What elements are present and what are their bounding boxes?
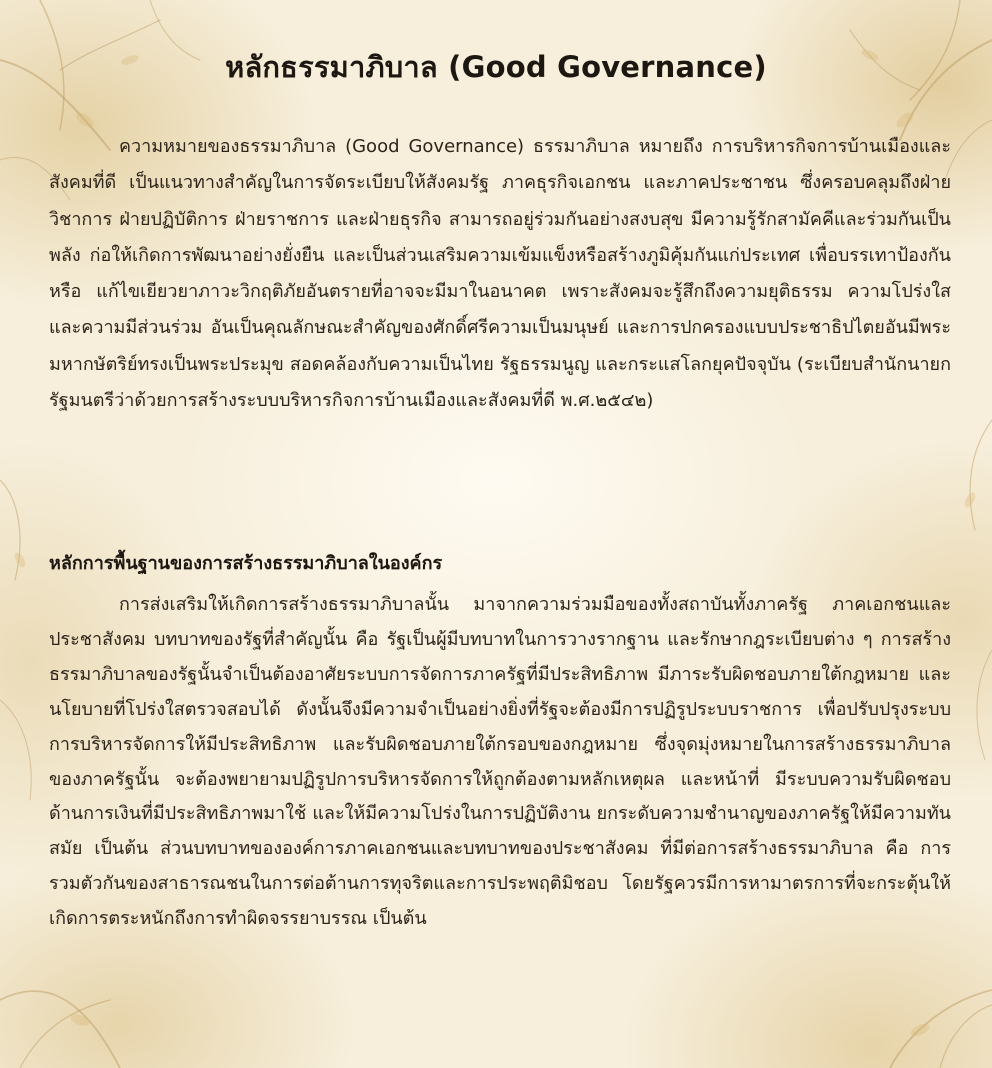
definition-paragraph: ความหมายของธรรมาภิบาล (Good Governance) ธรรมาภิบาล หมายถึง การบริหารกิจการบ้านเมืองและสังคมที่ดี เป็นแนวทางสำคัญในการจัดระเบียบให้สังคมรัฐ ภาคธุรกิจเอกชน และภาคประชาชน ซึ่งครอบคลุมถึงฝ่ายวิชาการ ฝ่ายปฏิบัติการ ฝ่ายราชการ และฝ่ายธุรกิจ สามารถอยู่ร่วมกันอย่างสงบสุข มีความรู้รักสามัคคีและร่วมกันเป็นพลัง ก่อให้เกิดการพัฒนาอย่างยั่งยืน และเป็นส่วนเสริมความเข้มแข็งหรือสร้างภูมิคุ้มกันแก่ประเทศ เพื่อบรรเทาป้องกันหรือ แก้ไขเยียวยาภาวะวิกฤติภัยอันตรายที่อาจจะมีมาในอนาคต เพราะสังคมจะรู้สึกถึงความยุติธรรม ความโปร่งใสและความมีส่วนร่วม อันเป็นคุณลักษณะสำคัญของศักดิ์ศรีความเป็นมนุษย์ และการปกครองแบบประชาธิปไตยอันมีพระมหากษัตริย์ทรงเป็นพระประมุข สอดคล้องกับความเป็นไทย รัฐธรรมนูญ และกระแสโลกยุคปัจจุบัน (ระเบียบสำนักนายกรัฐมนตรีว่าด้วยการสร้างระบบบริหารกิจการบ้านเมืองและสังคมที่ดี พ.ศ.๒๕๔๒) (49, 136, 951, 412)
document-title: หลักธรรมาภิบาล (Good Governance) (225, 50, 767, 84)
principles-paragraph: การส่งเสริมให้เกิดการสร้างธรรมาภิบาลนั้น มาจากความร่วมมือของทั้งสถาบันทั้งภาครัฐ ภาคเอกชนและประชาสังคม บทบาทของรัฐที่สำคัญนั้น คือ รัฐเป็นผู้มีบทบาทในการวางรากฐาน และรักษากฎระเบียบต่าง ๆ การสร้างธรรมาภิบาลของรัฐนั้นจำเป็นต้องอาศัยระบบการจัดการภาครัฐที่มีประสิทธิภาพ มีภาระรับผิดชอบภายใต้กฎหมาย และนโยบายที่โปร่งใสตรวจสอบได้ ดังนั้นจึงมีความจำเป็นอย่างยิ่งที่รัฐจะต้องมีการปฏิรูประบบราชการ เพื่อปรับปรุงระบบการบริหารจัดการให้มีประสิทธิภาพ และรับผิดชอบภายใต้กรอบของกฎหมาย ซึ่งจุดมุ่งหมายในการสร้างธรรมาภิบาลของภาครัฐนั้น จะต้องพยายามปฏิรูปการบริหารจัดการให้ถูกต้องตามหลักเหตุผล และหน้าที่ มีระบบความรับผิดชอบด้านการเงินที่มีประสิทธิภาพมาใช้ และให้มีความโปร่งในการปฏิบัติงาน ยกระดับความชำนาญของภาครัฐให้มีความทันสมัย เป็นต้น ส่วนบทบาทขององค์การภาคเอกชนและบทบาทของประชาสังคม ที่มีต่อการสร้างธรรมาภิบาล คือ การรวมตัวกันของสาธารณชนในการต่อต้านการทุจริตและการประพฤติมิชอบ โดยรัฐควรมีการหามาตรการที่จะกระตุ้นให้เกิดการตระหนักถึงการทำผิดจรรยาบรรณ เป็นต้น (49, 594, 951, 930)
section-heading: หลักการพื้นฐานของการสร้างธรรมาภิบาลในองค์กร (49, 553, 443, 574)
